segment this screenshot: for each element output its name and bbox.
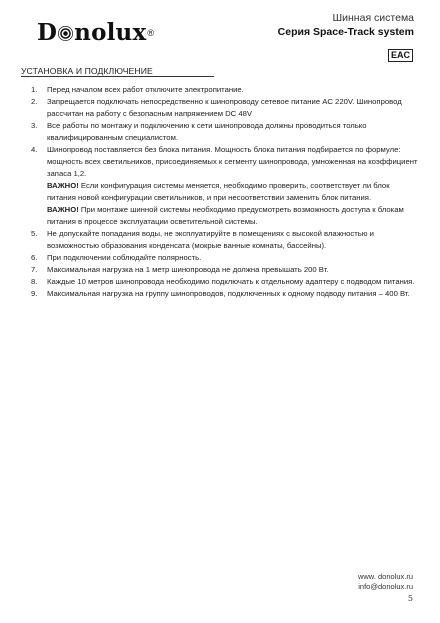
list-item	[28, 288, 420, 300]
item-number: 9.	[31, 289, 38, 298]
list-item	[28, 276, 420, 288]
series-title: Серия Space-Track system	[277, 26, 414, 38]
section-title: УСТАНОВКА И ПОДКЛЮЧЕНИЕ	[21, 66, 153, 76]
system-title: Шинная система	[332, 12, 414, 24]
item-number: 4.	[31, 145, 38, 154]
item-number: 1.	[31, 85, 38, 94]
item-number: 8.	[31, 277, 38, 286]
important-label: ВАЖНО!	[47, 181, 79, 190]
item-text: При подключении соблюдайте полярность.	[47, 253, 202, 262]
item-number: 6.	[31, 253, 38, 262]
important-text: Если конфигурация системы меняется, необходимо проверить, соответствует ли блок питания новой конфигурации светильников, и при несоответствии заменить блок питания.	[47, 181, 390, 202]
item-number: 7.	[31, 265, 38, 274]
item-number: 5.	[31, 229, 38, 238]
list-item	[28, 228, 420, 252]
brand-logo	[37, 19, 154, 46]
list-item	[28, 96, 420, 120]
page-number: 5	[407, 594, 413, 603]
instructions-list	[28, 84, 420, 300]
list-item	[28, 144, 420, 228]
logo-text-left: D	[37, 19, 58, 46]
logo-text-right: nolux	[74, 19, 147, 46]
email-link[interactable]: info@donolux.ru	[358, 582, 413, 591]
eac-certification-icon: EAC	[388, 49, 413, 62]
item-number: 2.	[31, 97, 38, 106]
item-text: Перед началом всех работ отключите электропитание.	[47, 85, 244, 94]
important-label: ВАЖНО!	[47, 205, 79, 214]
item-text: Максимальная нагрузка на группу шинопроводов, подключенных к одному подводу питания – 400 Вт.	[47, 289, 410, 298]
section-divider	[21, 76, 214, 77]
important-note	[47, 180, 420, 204]
important-text: При монтаже шинной системы необходимо предусмотреть возможность доступа к блокам питания в процессе эксплуатации осветительной системы.	[47, 205, 404, 226]
footer-contacts	[358, 572, 413, 592]
list-item	[28, 84, 420, 96]
list-item	[28, 120, 420, 144]
item-number: 3.	[31, 121, 38, 130]
registered-mark: ®	[147, 27, 155, 38]
item-text: Запрещается подключать непосредственно к шинопроводу сетевое питание AC 220V. Шинопровод рассчитан на работу с безопасным напряжением DC 48V	[47, 97, 402, 118]
item-text: Максимальная нагрузка на 1 метр шинопровода не должна превышать 200 Вт.	[47, 265, 329, 274]
important-note	[47, 204, 420, 228]
header-series-info	[278, 11, 414, 39]
item-text: Все работы по монтажу и подключению к сети шинопровода должны проводиться только квалифицированным специалистом.	[47, 121, 367, 142]
item-text: Шинопровод поставляется без блока питания. Мощность блока питания подбирается по формуле: мощность всех светильников, присоединяемых к сегменту шинопровода, умноженная на коэффициент запаса 1,2.	[47, 145, 418, 178]
logo-sun-icon	[58, 26, 73, 41]
website-link[interactable]: www. donolux.ru	[357, 572, 413, 581]
item-text: Каждые 10 метров шинопровода необходимо подключать к отдельному адаптеру с подводом питания.	[47, 277, 415, 286]
item-text: Не допускайте попадания воды, не эксплуатируйте в помещениях с высокой влажностью и возможностью образования конденсата (мокрые ванные комнаты, бассейны).	[47, 229, 374, 250]
list-item	[28, 252, 420, 264]
list-item	[28, 264, 420, 276]
